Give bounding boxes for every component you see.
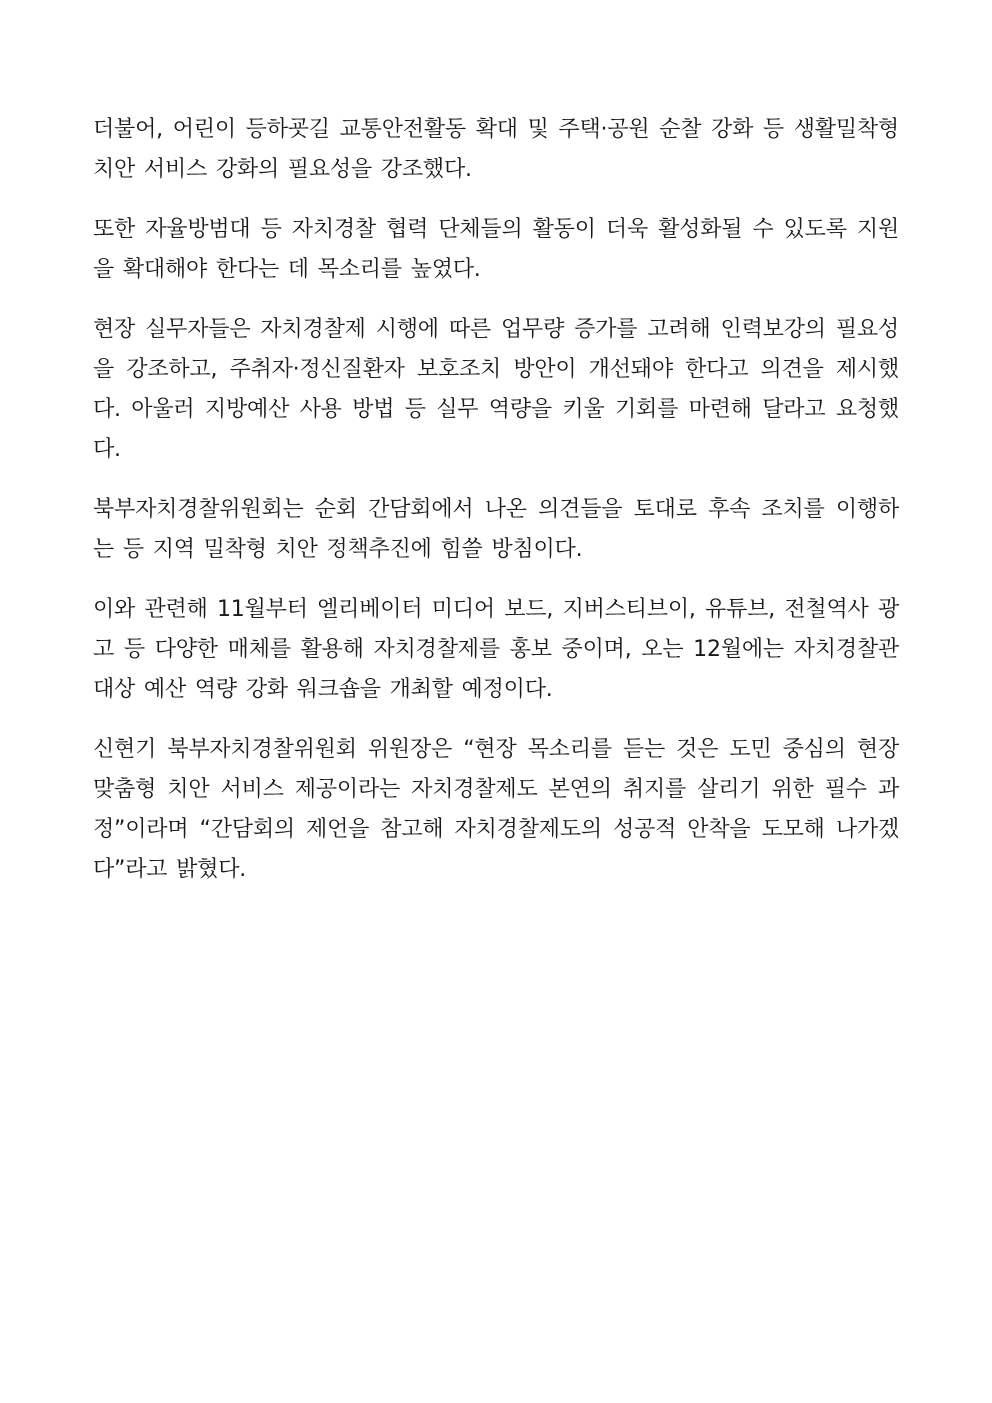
paragraph: 현장 실무자들은 자치경찰제 시행에 따른 업무량 증가를 고려해 인력보강의 필요성을 강조하고, 주취자·정신질환자 보호조치 방안이 개선돼야 한다고 의견을 제시했다. 아울러 지방예산 사용 방법 등 실무 역량을 키울 기회를 마련해 달라고 요청했다. [93,317,899,462]
document-body [93,110,899,910]
paragraph: 이와 관련해 11월부터 엘리베이터 미디어 보드, 지버스티브이, 유튜브, 전철역사 광고 등 다양한 매체를 활용해 자치경찰제를 홍보 중이며, 오는 12월에는 자치경찰관 대상 예산 역량 강화 워크숍을 개최할 예정이다. [93,597,899,702]
paragraph: 북부자치경찰위원회는 순회 간담회에서 나온 의견들을 토대로 후속 조치를 이행하는 등 지역 밀착형 치안 정책추진에 힘쓸 방침이다. [93,497,899,562]
paragraph: 신현기 북부자치경찰위원회 위원장은 “현장 목소리를 듣는 것은 도민 중심의 현장 맞춤형 치안 서비스 제공이라는 자치경찰제도 본연의 취지를 살리기 위한 필수 과정”이라며 “간담회의 제언을 참고해 자치경찰제도의 성공적 안착을 도모해 나가겠다”라고 밝혔다. [93,737,899,882]
paragraph: 또한 자율방범대 등 자치경찰 협력 단체들의 활동이 더욱 활성화될 수 있도록 지원을 확대해야 한다는 데 목소리를 높였다. [93,217,899,282]
paragraph: 더불어, 어린이 등하굣길 교통안전활동 확대 및 주택·공원 순찰 강화 등 생활밀착형 치안 서비스 강화의 필요성을 강조했다. [93,117,899,182]
